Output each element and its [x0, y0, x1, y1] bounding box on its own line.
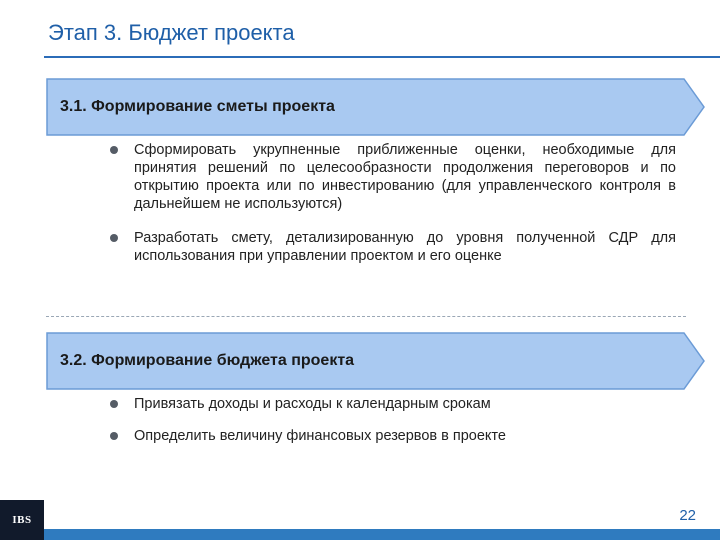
bullet-text: Сформировать укрупненные приближенные оценки, необходимые для принятия решений по целесообразности продолжения переговоров и по открытию проекта или по инвестированию (для управленческого контроля в дальнейшем не используются) [134, 142, 676, 212]
bullet-icon [110, 146, 118, 154]
list-item [108, 427, 676, 445]
list-item [108, 141, 676, 213]
section-divider [46, 316, 686, 317]
section-banner-3-1 [46, 78, 706, 136]
list-item [108, 395, 676, 413]
bullet-icon [110, 234, 118, 242]
bullet-icon [110, 400, 118, 408]
list-item [108, 229, 676, 265]
section-banner-3-2 [46, 332, 706, 390]
bullet-list-3-1 [108, 141, 676, 265]
section-heading: 3.2. Формирование бюджета проекта [60, 352, 355, 369]
title-underline [44, 56, 720, 58]
ibs-logo: IBS [0, 500, 44, 540]
page-number: 22 [679, 507, 696, 524]
bullet-text: Разработать смету, детализированную до уровня полученной СДР для использования при управлении проектом и его оценке [134, 230, 676, 264]
bullet-icon [110, 432, 118, 440]
page-title: Этап 3. Бюджет проекта [48, 20, 295, 45]
bullet-list-3-2 [108, 395, 676, 445]
bullet-text: Определить величину финансовых резервов в проекте [134, 428, 506, 444]
bullet-text: Привязать доходы и расходы к календарным срокам [134, 396, 491, 412]
section-heading: 3.1. Формирование сметы проекта [60, 98, 335, 115]
footer-bar [44, 529, 720, 540]
